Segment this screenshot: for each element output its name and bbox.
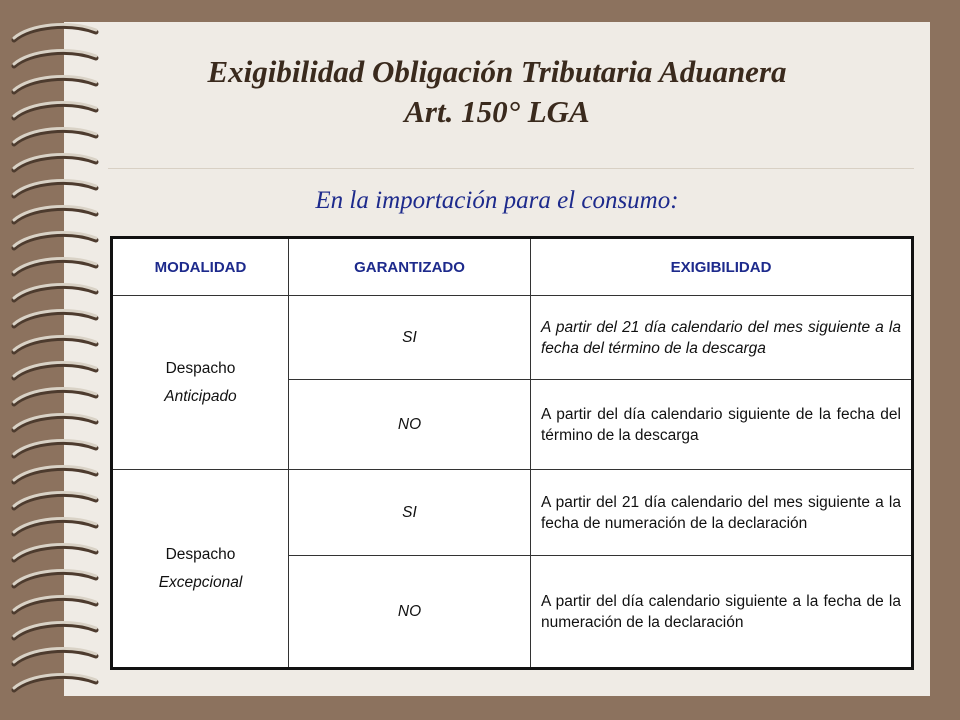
modalidad-line-1: Despacho [165,359,236,377]
binding-coil-shadow [14,650,96,664]
modalidad-cell [112,470,289,669]
garantizado-cell: SI [289,470,531,556]
binding-coil-shadow [14,416,96,430]
modalidad-line-2: Anticipado [164,387,237,405]
binding-coil-shadow [14,338,96,352]
binding-coil-shadow [14,468,96,482]
title-line-2: Art. 150° LGA [404,94,590,129]
binding-coil-shadow [14,130,96,144]
binding-coil-shadow [14,390,96,404]
binding-coil-shadow [14,26,96,40]
binding-coil-shadow [14,572,96,586]
exigibilidad-cell: A partir del 21 día calendario del mes siguiente a la fecha de numeración de la declaración [531,470,913,556]
table-header-row [112,238,913,296]
header-garantizado: GARANTIZADO [289,238,531,296]
header-exigibilidad: EXIGIBILIDAD [531,238,913,296]
table-row [112,470,913,556]
binding-coil-shadow [14,286,96,300]
binding-coil-shadow [14,520,96,534]
exigibility-table [110,236,914,670]
binding-coil-shadow [14,312,96,326]
garantizado-cell: SI [289,296,531,380]
title-line-1: Exigibilidad Obligación Tributaria Aduanera [207,54,787,89]
modalidad-line-2: Excepcional [158,573,243,591]
binding-coil-shadow [14,442,96,456]
exigibilidad-cell: A partir del día calendario siguiente de la fecha del término de la descarga [531,380,913,470]
modalidad-cell [112,296,289,470]
binding-coil-shadow [14,260,96,274]
binding-coil-shadow [14,546,96,560]
slide-subtitle: En la importación para el consumo: [315,187,679,214]
title-divider [108,168,914,169]
binding-coil-shadow [14,494,96,508]
garantizado-cell: NO [289,380,531,470]
binding-coil-shadow [14,598,96,612]
exigibilidad-cell: A partir del día calendario siguiente a la fecha de la numeración de la declaración [531,556,913,669]
binding-coil-shadow [14,364,96,378]
binding-coil-shadow [14,156,96,170]
exigibilidad-cell: A partir del 21 día calendario del mes siguiente a la fecha del término de la descarga [531,296,913,380]
modalidad-line-1: Despacho [165,545,236,563]
slide-title [64,52,930,132]
binding-coil-shadow [14,676,96,690]
binding-coil-shadow [14,624,96,638]
garantizado-cell: NO [289,556,531,669]
binding-coil-shadow [14,234,96,248]
header-modalidad: MODALIDAD [112,238,289,296]
table-row [112,296,913,380]
